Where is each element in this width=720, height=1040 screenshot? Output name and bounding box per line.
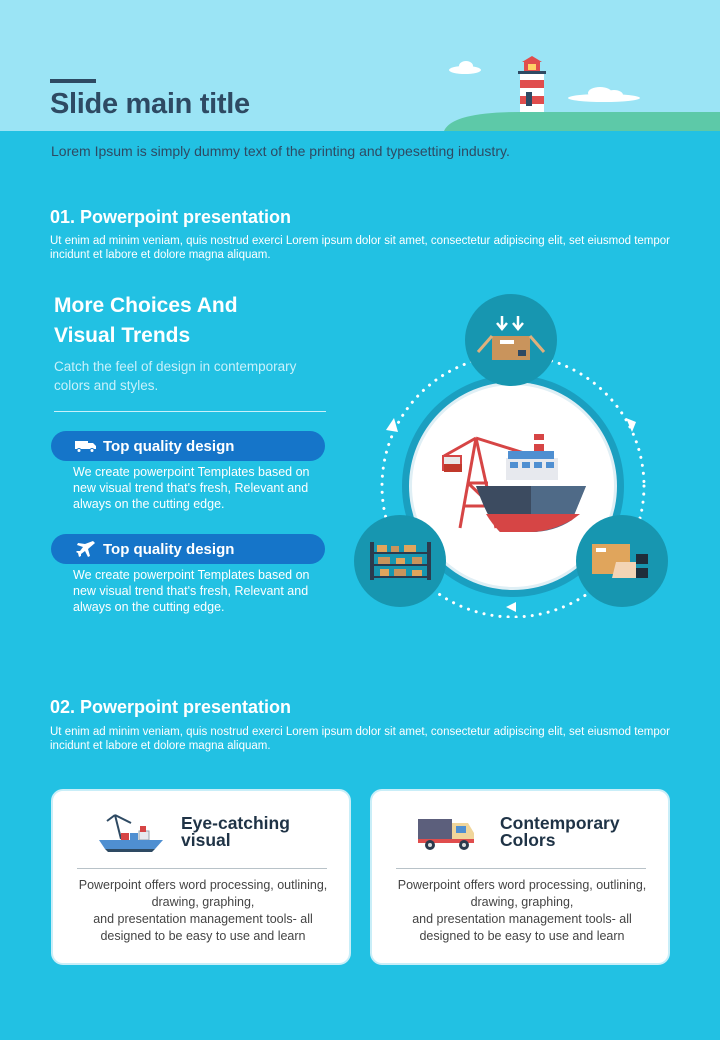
lighthouse-icon: [518, 56, 546, 112]
feature-1-description: We create powerpoint Templates based on new visual trend that's fresh, Relevant and always on the cutting edge.: [73, 465, 310, 511]
choices-subtitle: Catch the feel of design in contemporary colors and styles.: [54, 359, 297, 393]
card-title: [181, 815, 341, 849]
card-text-line: Powerpoint offers word processing, outlining,: [397, 878, 647, 892]
card-text-line: drawing, graphing,: [470, 895, 574, 909]
feature-2-description: We create powerpoint Templates based on new visual trend that's fresh, Relevant and always on the cutting edge.: [73, 568, 310, 614]
feature-pill-2-label: Top quality design: [103, 540, 235, 558]
choices-title-line1: More Choices And: [54, 294, 238, 317]
card-text-line: designed to be easy to use and learn: [419, 929, 625, 943]
cloud-icon: [449, 61, 640, 102]
logistics-cycle-diagram: [350, 288, 680, 618]
title-accent-bar: [50, 79, 96, 83]
arrow-icon: [506, 602, 516, 612]
card-text-line: and presentation management tools- all: [93, 912, 313, 926]
airplane-icon: [75, 540, 97, 558]
arrow-icon: [386, 418, 398, 432]
ship-icon: [97, 809, 167, 857]
feature-card-eye-catching: [51, 789, 351, 965]
feature-pill-1-label: Top quality design: [103, 437, 235, 455]
feature-card-contemporary-colors: [370, 789, 670, 965]
card-text-line: drawing, graphing,: [151, 895, 255, 909]
arrow-icon: [626, 418, 636, 432]
delivery-truck-icon: [416, 809, 486, 857]
divider: [54, 411, 326, 412]
card-title-line1: Eye-catching: [181, 813, 290, 833]
choices-title-line2: Visual Trends: [54, 324, 191, 347]
section2-body: Ut enim ad minim veniam, quis nostrud exerci Lorem ipsum dolor sit amet, consectetur adipiscing elit, set eiusmod tempor incidunt et labore et dolore magna aliquam.: [50, 726, 670, 752]
feature-pill-1[interactable]: [51, 431, 325, 461]
section1-body: Ut enim ad minim veniam, quis nostrud exerci Lorem ipsum dolor sit amet, consectetur adipiscing elit, set eiusmod tempor incidunt et labore et dolore magna aliquam.: [50, 235, 670, 261]
section2-heading: 02. Powerpoint presentation: [50, 697, 292, 717]
card-text: [63, 877, 343, 945]
divider: [77, 868, 327, 869]
card-text-line: and presentation management tools- all: [412, 912, 632, 926]
card-text-line: Powerpoint offers word processing, outlining,: [78, 878, 328, 892]
divider: [396, 868, 646, 869]
card-title-line1: Contemporary: [500, 813, 620, 833]
card-title: [500, 815, 660, 849]
feature-pill-2[interactable]: [51, 534, 325, 564]
card-text: [382, 877, 662, 945]
page-subtitle: Lorem Ipsum is simply dummy text of the printing and typesetting industry.: [51, 143, 510, 159]
choices-title: [54, 291, 238, 351]
card-title-line2: visual: [181, 830, 231, 850]
truck-icon: [75, 437, 97, 455]
card-title-line2: Colors: [500, 830, 556, 850]
page-title: Slide main title: [50, 88, 250, 120]
section1-heading: 01. Powerpoint presentation: [50, 207, 292, 227]
card-text-line: designed to be easy to use and learn: [100, 929, 306, 943]
